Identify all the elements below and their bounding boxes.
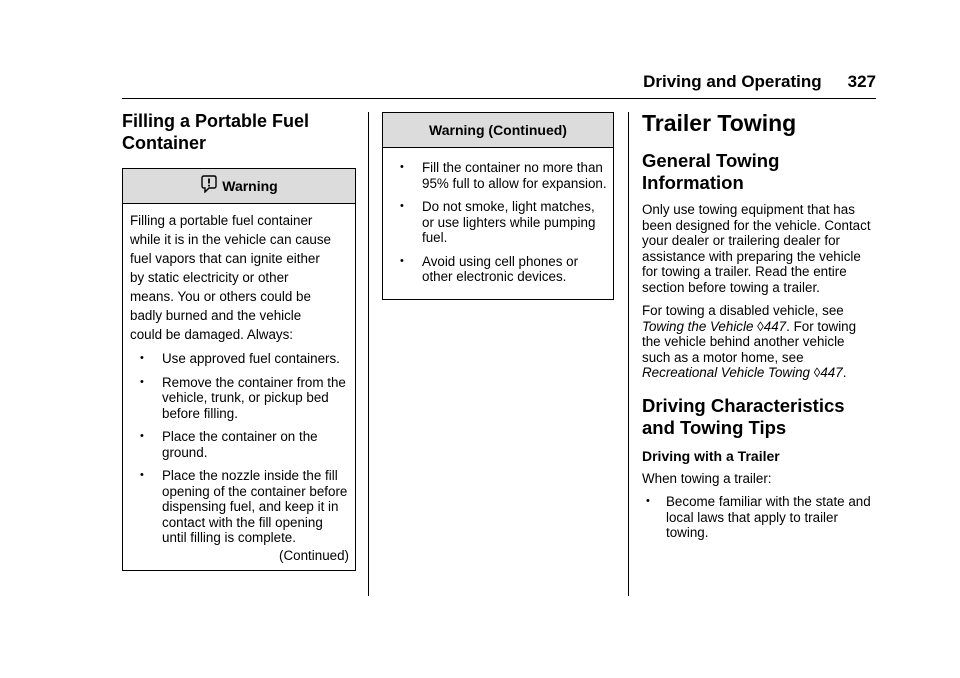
warning-body bbox=[123, 204, 355, 570]
list-item: • Do not smoke, light matches, or use lighters while pumping fuel. bbox=[390, 199, 607, 246]
recreational-towing-link[interactable]: Recreational Vehicle Towing bbox=[642, 365, 810, 380]
column-2 bbox=[382, 108, 614, 300]
page-number: 327 bbox=[847, 72, 876, 91]
list-item: • Become familiar with the state and local laws that apply to trailer towing. bbox=[642, 494, 876, 541]
warning-header bbox=[123, 169, 355, 204]
warning-continued-body bbox=[383, 148, 613, 299]
warning-icon bbox=[200, 175, 218, 193]
general-towing-paragraph: Only use towing equipment that has been designed for the vehicle. Contact your dealer or trailering dealer for assistance with preparing the vehicle for towing a trailer. Read the entire section before towing a trailer. bbox=[642, 202, 871, 295]
running-header bbox=[620, 72, 876, 92]
warning-continued-list bbox=[390, 160, 607, 285]
column-divider-1 bbox=[368, 112, 369, 596]
warning-intro-line: Filling a portable fuel container bbox=[130, 213, 313, 228]
warning-intro-line: while it is in the vehicle can cause bbox=[130, 232, 331, 247]
list-item: • Fill the container no more than 95% full to allow for expansion. bbox=[390, 160, 607, 191]
page-ref[interactable]: 447 bbox=[820, 365, 843, 380]
column-divider-2 bbox=[628, 112, 629, 596]
driving-characteristics-heading: Driving Characteristics and Towing Tips bbox=[642, 394, 845, 438]
warning-continued-box bbox=[382, 112, 614, 300]
header-rule bbox=[122, 98, 876, 99]
towing-vehicle-link[interactable]: Towing the Vehicle bbox=[642, 318, 754, 334]
page-ref-icon: ◊ bbox=[813, 365, 821, 380]
list-item: • Place the nozzle inside the fill opening of the container before dispensing fuel, and keep it in contact with the fill opening until filling is complete. bbox=[130, 468, 349, 546]
general-towing-heading: General Towing Information bbox=[642, 150, 780, 193]
trailer-towing-title: Trailer Towing bbox=[642, 110, 797, 136]
warning-box bbox=[122, 168, 356, 571]
towing-bullet-list bbox=[642, 494, 876, 541]
warning-intro-line: means. You or others could be bbox=[130, 289, 311, 304]
warning-intro-line: by static electricity or other bbox=[130, 270, 289, 285]
page-ref[interactable]: 447 bbox=[763, 318, 787, 334]
list-item: • Remove the container from the vehicle, trunk, or pickup bed before filling. bbox=[130, 375, 349, 422]
list-item: • Use approved fuel containers. bbox=[130, 351, 349, 367]
towing-intro: When towing a trailer: bbox=[642, 470, 772, 486]
column-3 bbox=[642, 108, 876, 549]
column-1 bbox=[122, 108, 356, 571]
continued-note: (Continued) bbox=[279, 547, 349, 563]
warning-intro-line: badly burned and the vehicle bbox=[130, 308, 302, 323]
disabled-vehicle-paragraph: For towing a disabled vehicle, see Towing the Vehicle ◊447. For towing the vehicle behind another vehicle such as a motor home, see Recreational Vehicle Towing ◊447. bbox=[642, 303, 857, 380]
page-ref-icon: ◊ bbox=[757, 318, 764, 334]
list-item: • Place the container on the ground. bbox=[130, 429, 349, 460]
warning-intro-line: fuel vapors that can ignite either bbox=[130, 251, 320, 266]
warning-label: Warning bbox=[222, 178, 278, 194]
section-title: Driving and Operating bbox=[643, 72, 822, 91]
warning-continued-header: Warning (Continued) bbox=[383, 113, 613, 148]
driving-with-trailer-heading: Driving with a Trailer bbox=[642, 447, 780, 464]
warning-bullet-list bbox=[130, 351, 349, 546]
list-item: • Avoid using cell phones or other electronic devices. bbox=[390, 254, 607, 285]
portable-fuel-heading: Filling a Portable Fuel Container bbox=[122, 111, 310, 153]
warning-intro-line: could be damaged. Always: bbox=[130, 327, 294, 342]
